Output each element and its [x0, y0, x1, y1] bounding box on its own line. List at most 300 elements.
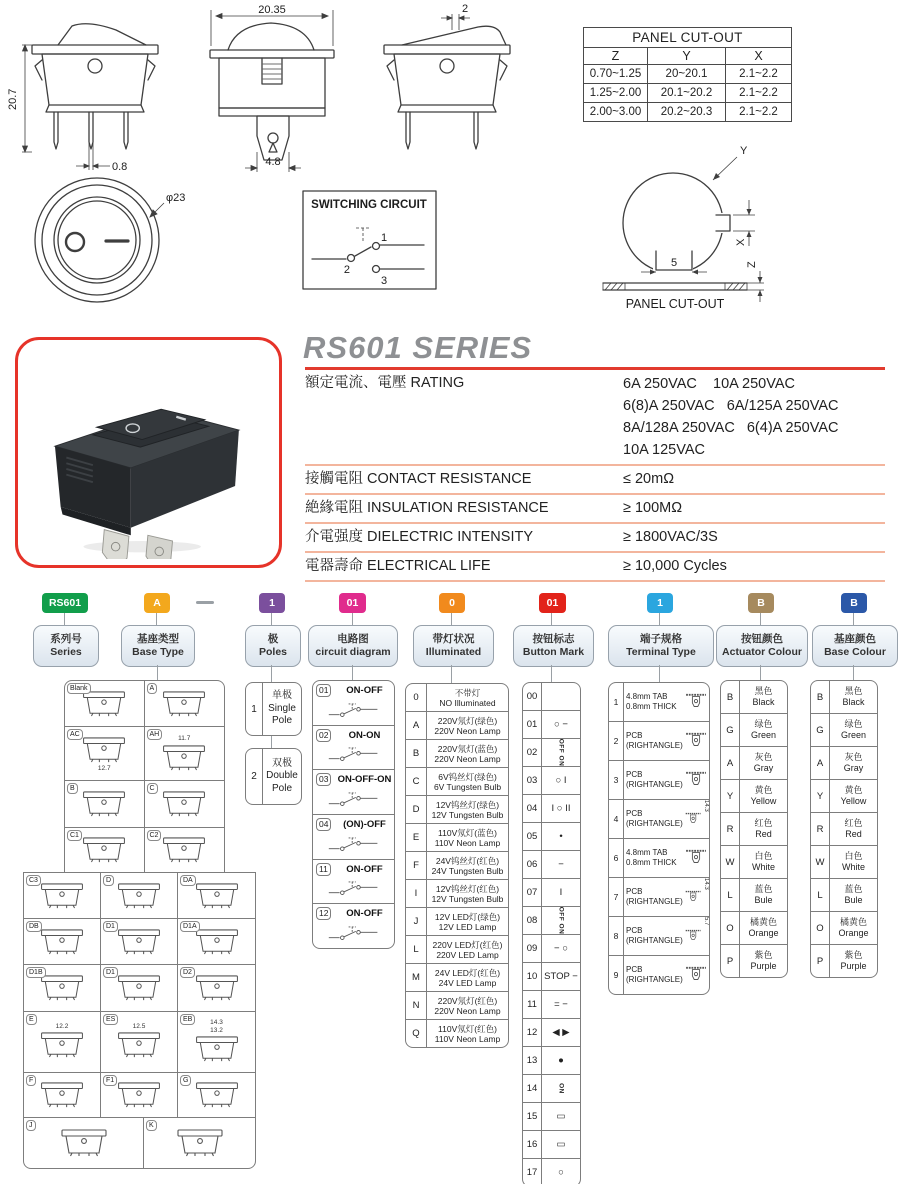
- terminal-icon: [685, 810, 701, 828]
- connector-line: [271, 613, 272, 625]
- button-mark-code: 04: [523, 795, 542, 822]
- terminal-line1: PCB: [626, 809, 643, 818]
- terminal-row: [609, 683, 709, 721]
- circuit-code: 03: [316, 773, 331, 786]
- button-mark-symbol: [542, 683, 580, 710]
- button-mark-row: [523, 850, 580, 878]
- code-badge-illuminated: 0: [439, 593, 465, 613]
- colour-row: [811, 713, 877, 746]
- label-en: Terminal Type: [626, 646, 696, 658]
- base-type-cell: [24, 919, 101, 965]
- label-zh: 基座类型: [137, 633, 179, 645]
- illuminated-en: NO Illuminated: [439, 697, 496, 708]
- terminal-dim-label: 14.3: [703, 878, 709, 890]
- terminal-code: 6: [609, 839, 624, 877]
- circuit-symbol: [327, 926, 381, 944]
- colour-row: [811, 746, 877, 779]
- button-mark-symbol: I ○ II: [551, 803, 571, 814]
- circuit-label: ON-OFF-ON: [337, 774, 392, 786]
- circuit-code: 12: [316, 907, 331, 920]
- colour-code: A: [811, 747, 830, 779]
- dim-label: 12.7: [97, 765, 111, 773]
- circuit-row: [313, 859, 394, 904]
- base-type-code: D2: [180, 967, 195, 978]
- colour-text: [830, 846, 877, 878]
- base-type-code: E: [26, 1014, 37, 1025]
- dia-leader: [150, 203, 164, 217]
- rocker-switch-glyph: [113, 973, 165, 1003]
- colour-zh: 黑色: [754, 686, 773, 696]
- colour-code: A: [721, 747, 740, 779]
- terminal-icon: [685, 966, 707, 984]
- spec-label: [305, 469, 623, 490]
- button-mark-row: [523, 962, 580, 990]
- illuminated-zh: 6V钨丝灯(绿色): [438, 771, 497, 782]
- colour-en: Green: [840, 730, 866, 740]
- button-mark-row: [523, 683, 580, 710]
- base-type-cell: [101, 873, 178, 919]
- illuminated-text: [427, 992, 508, 1019]
- side-view-right-drawing: [384, 26, 510, 149]
- colour-zh: 红色: [754, 818, 773, 828]
- illuminated-en: 110V Neon Lamp: [434, 837, 501, 848]
- spec-label: [305, 498, 623, 519]
- circuit-label: ON-OFF: [346, 685, 383, 696]
- illuminated-row: [406, 711, 508, 739]
- terminal-text: [624, 878, 683, 916]
- colour-zh: 绿色: [844, 719, 863, 729]
- base-type-cell: [178, 919, 255, 965]
- colour-en: Purple: [750, 961, 777, 971]
- poles-option-single: [245, 682, 302, 736]
- connector-line: [352, 613, 353, 625]
- illuminated-code: M: [406, 964, 427, 991]
- terminal-1-label: 1: [381, 232, 388, 244]
- colour-zh: 黄色: [754, 785, 773, 795]
- terminal-dim-label: 14.3: [703, 800, 709, 812]
- colour-code: G: [721, 714, 740, 746]
- colour-en: Red: [755, 829, 772, 839]
- table-row: [584, 65, 791, 84]
- colour-code: W: [721, 846, 740, 878]
- colour-code: P: [811, 945, 830, 977]
- base-type-cell: [178, 873, 255, 919]
- colour-text: [740, 714, 787, 746]
- illuminated-text: [427, 852, 508, 879]
- label-zh: 系列号: [50, 633, 82, 645]
- connector-line: [760, 613, 761, 625]
- circuit-label: ON-OFF: [346, 863, 383, 875]
- rocker-switch-glyph: [36, 1080, 88, 1110]
- base-type-cell: [101, 1012, 178, 1073]
- connector-line: [157, 665, 158, 680]
- rocker-switch-glyph: [78, 735, 130, 765]
- illuminated-zh: 220V氖灯(绿色): [437, 715, 498, 726]
- connector-line: [551, 613, 552, 625]
- base-type-cell: [24, 873, 101, 919]
- circuit-row: [313, 725, 394, 770]
- illuminated-zh: 220V氖灯(红色): [437, 995, 498, 1006]
- colour-text: [740, 846, 787, 878]
- terminal-line1: PCB: [626, 965, 643, 974]
- colour-code: R: [721, 813, 740, 845]
- terminal-line2: (RIGHTANGLE): [626, 780, 683, 789]
- colour-code: W: [811, 846, 830, 878]
- colour-text: [740, 879, 787, 911]
- colour-row: [811, 944, 877, 977]
- base-type-code: G: [180, 1075, 191, 1086]
- terminal-line2: (RIGHTANGLE): [626, 897, 683, 906]
- colour-code: Y: [811, 780, 830, 812]
- cell-y: 20~20.1: [647, 65, 725, 83]
- label-box-poles: [245, 625, 301, 667]
- terminal-code: 1: [609, 683, 624, 721]
- label-box-circuit: [308, 625, 398, 667]
- colour-code: Y: [721, 780, 740, 812]
- pole-en: Single Pole: [268, 702, 296, 727]
- illuminated-en: 110V Neon Lamp: [434, 1033, 501, 1044]
- base-type-code: D1: [103, 967, 118, 978]
- base-type-code: ES: [103, 1014, 118, 1025]
- pole-en: Double Pole: [266, 770, 298, 794]
- button-mark-symbol: ○ −: [554, 719, 568, 730]
- button-mark-row: [523, 822, 580, 850]
- label-en: Base Colour: [824, 646, 886, 658]
- base-type-cell: [101, 919, 178, 965]
- colour-text: [740, 747, 787, 779]
- connector-line: [352, 665, 353, 680]
- code-badge-poles: 1: [259, 593, 285, 613]
- connector-line: [64, 613, 65, 625]
- illuminated-text: [427, 1020, 508, 1047]
- label-en: Actuator Colour: [722, 646, 802, 658]
- colour-row: [811, 878, 877, 911]
- base-type-grid-lower: [23, 872, 256, 1119]
- illuminated-zh: 不带灯: [454, 687, 481, 698]
- cutout-z-label: Z: [746, 261, 758, 268]
- illuminated-en: 12V LED Lamp: [438, 921, 497, 932]
- base-type-cell: [144, 1118, 255, 1168]
- terminal-icon: [685, 888, 701, 906]
- button-mark-code: 09: [523, 935, 542, 962]
- dim-height-label: 20.7: [7, 88, 19, 110]
- terminal-line2: (RIGHTANGLE): [626, 741, 683, 750]
- terminal-line1: PCB: [626, 926, 643, 935]
- spec-label-zh: 絶緣電阻: [305, 500, 363, 516]
- button-mark-code: 06: [523, 851, 542, 878]
- base-type-code: J: [26, 1120, 36, 1131]
- rocker-switch-glyph: [158, 743, 210, 773]
- colour-text: [830, 681, 877, 713]
- illuminated-en: 220V Neon Lamp: [434, 725, 501, 736]
- colour-text: [830, 912, 877, 944]
- label-en: Base Type: [132, 646, 184, 658]
- button-mark-symbol: −: [558, 859, 564, 870]
- rating-line: 6A 250VAC 10A 250VAC: [623, 376, 795, 392]
- colour-zh: 紫色: [844, 950, 863, 960]
- terminal-icon: [685, 771, 707, 789]
- terminal-line2: (RIGHTANGLE): [626, 936, 683, 945]
- spec-row: [305, 466, 885, 495]
- button-mark-code: 01: [523, 711, 542, 738]
- rating-label-en: RATING: [410, 375, 465, 391]
- code-badge-terminal: 1: [647, 593, 673, 613]
- base-type-grid-upper: [64, 680, 225, 874]
- button-mark-row: [523, 794, 580, 822]
- colour-en: Gray: [753, 763, 774, 773]
- illuminated-text: [427, 936, 508, 963]
- side-view-drawing: [32, 24, 158, 149]
- base-type-cell: [178, 965, 255, 1011]
- button-mark-row: [523, 1018, 580, 1046]
- base-type-code: D1: [103, 921, 118, 932]
- terminal-icon: [685, 849, 707, 867]
- terminal-text: [624, 917, 683, 955]
- label-en: circuit diagram: [315, 646, 391, 658]
- colour-row: [721, 681, 787, 713]
- pole-text: [263, 749, 301, 804]
- rocker-switch-glyph: [78, 835, 130, 865]
- colour-text: [830, 747, 877, 779]
- base-type-code: C3: [26, 875, 41, 886]
- illuminated-text: [427, 796, 508, 823]
- cell-y: 20.1~20.2: [647, 84, 725, 102]
- illuminated-row: [406, 851, 508, 879]
- colour-text: [830, 945, 877, 977]
- circuit-symbol: [327, 747, 381, 765]
- dim-20-7: [22, 45, 32, 152]
- pole-code: 2: [246, 749, 263, 804]
- illuminated-row: [406, 823, 508, 851]
- base-type-cell: [145, 681, 225, 727]
- base-type-code: C2: [147, 830, 162, 841]
- button-mark-symbol: ●: [558, 1055, 564, 1066]
- cell-x: 2.1~2.2: [725, 65, 791, 83]
- terminal-dim-label: 5.7: [703, 917, 709, 926]
- illuminated-row: [406, 879, 508, 907]
- colour-row: [721, 944, 787, 977]
- terminal-icon: [685, 927, 701, 945]
- terminal-line1: 4.8mm TAB: [626, 692, 668, 701]
- label-zh: 端子规格: [640, 633, 682, 645]
- pole-text: [263, 683, 301, 735]
- button-mark-symbol: STOP −: [544, 971, 578, 982]
- panel-table-body: [584, 65, 791, 121]
- cutout-y-label: Y: [740, 145, 748, 157]
- rocker-switch-glyph: [54, 1127, 114, 1159]
- label-en: Illuminated: [425, 646, 482, 658]
- code-badge-button-mark: 01: [539, 593, 566, 613]
- terminal-code: 8: [609, 917, 624, 955]
- base-type-code: F1: [103, 1075, 117, 1086]
- rocker-switch-glyph: [113, 881, 165, 911]
- terminal-line2: (RIGHTANGLE): [626, 975, 683, 984]
- circuit-code: 11: [316, 863, 331, 876]
- colour-zh: 紫色: [754, 950, 773, 960]
- round-face-drawing: [35, 178, 159, 302]
- connector-line: [271, 665, 272, 682]
- rocker-switch-glyph: [36, 881, 88, 911]
- label-box-series: [33, 625, 99, 667]
- terminal-text: [624, 839, 683, 877]
- base-type-code: K: [146, 1120, 157, 1131]
- table-row: [584, 103, 791, 121]
- cell-z: 1.25~2.00: [589, 87, 642, 99]
- terminal-code: 7: [609, 878, 624, 916]
- spec-label-en: INSULATION RESISTANCE: [367, 500, 549, 516]
- button-mark-row: [523, 1074, 580, 1102]
- spec-row: [305, 553, 885, 582]
- label-zh: 带灯状况: [432, 633, 475, 645]
- colour-en: Black: [752, 697, 775, 707]
- label-zh: 按钮颜色: [741, 633, 783, 645]
- colour-code: R: [811, 813, 830, 845]
- colour-row: [721, 812, 787, 845]
- spec-label-zh: 接觸電阻: [305, 471, 363, 487]
- button-mark-symbol: OFF ON: [557, 738, 565, 767]
- base-colour-table: [810, 680, 878, 978]
- base-type-code: D1A: [180, 921, 200, 932]
- illuminated-text: [427, 880, 508, 907]
- colour-en: Gray: [843, 763, 864, 773]
- terminal-row: [609, 877, 709, 916]
- illuminated-zh: 220V LED灯(红色): [432, 939, 503, 950]
- button-mark-symbol: ◀ ▶: [552, 1027, 570, 1038]
- base-type-code: B: [67, 783, 78, 794]
- button-mark-code: 13: [523, 1047, 542, 1074]
- colour-code: L: [721, 879, 740, 911]
- spec-row: [305, 524, 885, 553]
- terminal-row: [609, 916, 709, 955]
- dim-label: 13.2: [210, 1026, 223, 1034]
- dim-0-8: [76, 118, 110, 170]
- panel-cutout-table: [583, 27, 792, 122]
- circuit-symbol: [327, 703, 381, 721]
- illuminated-row: [406, 767, 508, 795]
- colour-code: B: [721, 681, 740, 713]
- illuminated-zh: 110V氖灯(蓝色): [438, 827, 497, 838]
- colour-row: [811, 845, 877, 878]
- illuminated-en: 24V LED Lamp: [438, 977, 497, 988]
- rating-row: [305, 370, 885, 466]
- illuminated-row: [406, 991, 508, 1019]
- colour-en: White: [841, 862, 865, 872]
- circuit-code: 02: [316, 729, 331, 742]
- illuminated-zh: 12V LED灯(绿色): [434, 911, 501, 922]
- illuminated-text: [427, 964, 508, 991]
- illuminated-code: Q: [406, 1020, 427, 1047]
- rocker-switch-glyph: [191, 1034, 243, 1064]
- rocker-switch-glyph: [191, 881, 243, 911]
- base-type-cell: [65, 828, 145, 873]
- button-mark-code: 17: [523, 1159, 542, 1184]
- colour-zh: 橘黄色: [839, 917, 867, 927]
- spec-label: [305, 556, 623, 577]
- circuit-label: (ON)-OFF: [343, 819, 386, 831]
- colour-text: [830, 714, 877, 746]
- illuminated-text: [427, 824, 508, 851]
- dia-label: φ23: [166, 192, 186, 204]
- rocker-switch-glyph: [78, 789, 130, 819]
- label-box-actuator-colour: [716, 625, 808, 667]
- base-type-cell: [24, 1012, 101, 1073]
- circuit-symbol: [327, 792, 381, 810]
- connector-line: [551, 665, 552, 682]
- button-mark-symbol: ○ I: [555, 775, 567, 786]
- illuminated-row: [406, 1019, 508, 1047]
- base-type-cell: [145, 727, 225, 781]
- cell-x: 2.1~2.2: [725, 103, 791, 121]
- label-en: Button Mark: [522, 646, 585, 658]
- illuminated-zh: 24V钨丝灯(红色): [435, 855, 500, 866]
- colour-en: Bule: [844, 895, 863, 905]
- illuminated-code: L: [406, 936, 427, 963]
- colour-code: O: [811, 912, 830, 944]
- button-mark-row: [523, 990, 580, 1018]
- base-type-cell: [65, 727, 145, 781]
- product-photo-frame: [15, 337, 282, 568]
- rocker-switch-glyph: [158, 835, 210, 865]
- connector-line: [451, 665, 452, 683]
- colour-zh: 灰色: [844, 752, 863, 762]
- code-badge-series: RS601: [42, 593, 88, 613]
- label-zh: 按钮标志: [532, 633, 575, 645]
- cell-x: 2.1~2.2: [725, 84, 791, 102]
- colour-text: [830, 780, 877, 812]
- illuminated-text: [427, 740, 508, 767]
- label-box-illuminated: [413, 625, 494, 667]
- label-box-base-colour: [812, 625, 898, 667]
- spec-rows: [305, 466, 885, 582]
- cutout-x-label: X: [735, 238, 747, 246]
- illuminated-en: 220V Neon Lamp: [434, 1005, 501, 1016]
- terminal-line1: PCB: [626, 887, 643, 896]
- base-type-cell: [65, 781, 145, 827]
- spec-value: ≥ 100MΩ: [623, 500, 683, 516]
- rocker-switch-glyph: [191, 973, 243, 1003]
- illuminated-row: [406, 739, 508, 767]
- button-mark-code: 16: [523, 1131, 542, 1158]
- colour-code: B: [811, 681, 830, 713]
- panel-cutout-drawing: [603, 157, 764, 302]
- code-badge-base-colour: B: [841, 593, 867, 613]
- terminal-row: [609, 721, 709, 760]
- button-mark-row: [523, 738, 580, 766]
- pole-zh: 单极: [272, 690, 292, 702]
- base-type-code: AC: [67, 729, 83, 740]
- terminal-text: [624, 683, 683, 721]
- colour-en: Bule: [754, 895, 773, 905]
- illuminated-zh: 12V钨丝灯(红色): [435, 883, 500, 894]
- switching-circuit-title: SWITCHING CIRCUIT: [311, 199, 427, 211]
- illuminated-text: [427, 684, 508, 711]
- connector-line: [853, 665, 854, 680]
- terminal-2-label: 2: [343, 264, 350, 276]
- base-type-code: A: [147, 683, 158, 694]
- code-badge-base-type: A: [144, 593, 170, 613]
- colour-en: Yellow: [750, 796, 777, 806]
- base-type-code: C1: [67, 830, 82, 841]
- code-dash: [196, 601, 214, 604]
- terminal-text: [624, 800, 683, 838]
- base-type-cell: [24, 1118, 144, 1168]
- pole-zh: 双极: [272, 757, 292, 769]
- colour-en: Orange: [838, 928, 869, 938]
- dim-2: [441, 14, 470, 30]
- colour-en: Purple: [840, 961, 867, 971]
- colour-zh: 白色: [754, 851, 773, 861]
- terminal-text: [624, 956, 683, 994]
